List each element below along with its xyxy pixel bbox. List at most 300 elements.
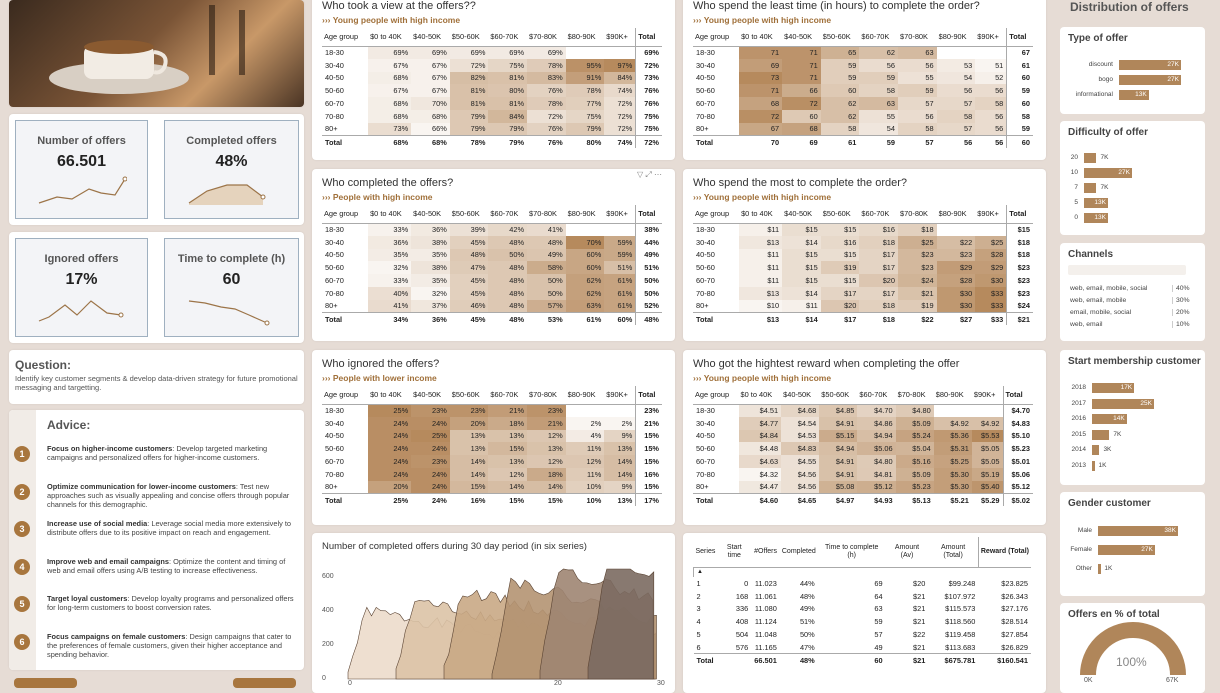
- matrix-cell: 62: [859, 46, 898, 59]
- bar-value: 25K: [1140, 399, 1152, 407]
- matrix-cell: 59: [821, 59, 860, 72]
- row-total-cell: 15%: [636, 455, 662, 468]
- bar[interactable]: [1119, 90, 1149, 100]
- matrix-cell: 54: [937, 72, 976, 85]
- advice-item: [47, 444, 299, 462]
- row-total-cell: 15%: [636, 442, 662, 455]
- matrix-cell: 14%: [488, 481, 527, 494]
- matrix-cell: 72: [782, 97, 821, 110]
- matrix-cell: 81%: [450, 84, 489, 97]
- channel-label: web, email, mobile, social: [1070, 285, 1148, 292]
- matrix-cell: [566, 223, 605, 236]
- bar[interactable]: [1092, 445, 1112, 455]
- matrix-cell: $15: [821, 223, 860, 236]
- matrix-cell: 79%: [566, 123, 605, 136]
- row-total-cell: 60: [1007, 72, 1033, 85]
- matrix-cell: 55: [859, 110, 898, 123]
- matrix-cell: 61%: [604, 287, 636, 300]
- matrix-cell: 2%: [604, 417, 636, 430]
- bar[interactable]: [1098, 564, 1113, 574]
- matrix-cell: 41%: [368, 300, 411, 313]
- matrix-header-cell: $40-50K: [411, 205, 450, 223]
- right-title: Distribution of offers: [1070, 0, 1189, 14]
- matrix-subtitle-text: Young people with high income: [703, 15, 832, 25]
- y-tick-label: 600: [322, 573, 334, 580]
- matrix-cell: 71: [782, 46, 821, 59]
- matrix-subtitle-text: Young people with high income: [332, 15, 461, 25]
- total-row: [693, 313, 1033, 326]
- matrix-header-cell: $80-90K: [566, 205, 605, 223]
- bar[interactable]: [1084, 183, 1109, 193]
- series-cell: 44%: [799, 578, 815, 588]
- matrix-cell: $5.05: [972, 442, 1003, 455]
- bar[interactable]: [1084, 153, 1109, 163]
- matrix-cell: $4.91: [819, 468, 857, 481]
- advice-item: [47, 594, 299, 612]
- matrix-cell: $4.92: [934, 417, 972, 430]
- matrix-cell: 37%: [411, 300, 450, 313]
- focus-mode-icon[interactable]: ⤢: [645, 170, 652, 179]
- table-row: [322, 236, 662, 249]
- matrix-cell: 91%: [566, 72, 605, 85]
- total-cell: 34%: [368, 313, 411, 326]
- row-total-cell: $5.01: [1003, 455, 1033, 468]
- total-row: [322, 136, 662, 149]
- matrix-cell: $4.56: [781, 468, 819, 481]
- bar[interactable]: [1119, 75, 1181, 85]
- advice-item-body: : Design campaigns that cater to the preferences of female customers, given their higher acceptance and spending behavior.: [47, 631, 292, 659]
- matrix-cell: $4.77: [739, 417, 782, 430]
- matrix-cell: $23: [898, 261, 937, 274]
- matrix-cell: $4.94: [857, 430, 895, 443]
- age-group-cell: 60-70: [696, 457, 715, 467]
- advice-number-badge: 1: [14, 446, 30, 462]
- row-total-cell: 15%: [636, 430, 662, 443]
- sparkline-icon: [37, 293, 127, 327]
- table-row: [693, 223, 1033, 236]
- matrix-cell: $11: [739, 249, 782, 262]
- matrix-cell: $23: [898, 249, 937, 262]
- total-cell: 48%: [636, 313, 662, 326]
- matrix-cell: 46%: [450, 300, 489, 313]
- matrix-cell: 51: [975, 59, 1007, 72]
- matrix-cell: 41%: [527, 223, 566, 236]
- bar[interactable]: [1098, 545, 1155, 555]
- total-cell: 16%: [450, 494, 489, 507]
- row-total-cell: $18: [1007, 236, 1033, 249]
- membership-title: Start membership customer: [1068, 356, 1201, 367]
- age-group-cell: 50-60: [696, 86, 715, 96]
- matrix-header-cell: $60-70K: [859, 28, 898, 46]
- matrix-header-cell: $90K+: [604, 386, 636, 404]
- age-group-cell: 50-60: [325, 263, 344, 273]
- matrix-table: [322, 28, 662, 148]
- channels-dropdown[interactable]: [1068, 265, 1186, 275]
- bar[interactable]: [1092, 461, 1107, 471]
- bar[interactable]: [1119, 60, 1181, 70]
- matrix-cell: 23%: [411, 455, 450, 468]
- total-cell: $22: [898, 313, 937, 326]
- matrix-cell: $15: [782, 223, 821, 236]
- matrix-header-cell: $70-80K: [527, 386, 566, 404]
- matrix-cell: $5.19: [972, 468, 1003, 481]
- table-row: [693, 404, 1033, 417]
- total-row: [693, 136, 1033, 149]
- page-button-right[interactable]: [233, 678, 296, 688]
- filter-icon[interactable]: ▽: [637, 170, 644, 179]
- matrix-header-cell: Total: [636, 205, 662, 223]
- matrix-cell: $4.83: [781, 442, 819, 455]
- bar-value: 13K: [1094, 199, 1106, 206]
- series-header-cell: Completed: [780, 537, 818, 567]
- coffee-photo: [9, 0, 304, 107]
- series-cell: $119.458: [945, 630, 976, 640]
- table-row: [322, 417, 662, 430]
- bar-label: 0: [1074, 214, 1078, 221]
- question-card: [9, 350, 304, 404]
- series-total-cell: $21: [886, 654, 929, 667]
- matrix-cell: 56: [898, 59, 937, 72]
- matrix-header-cell: $60-70K: [857, 386, 895, 404]
- total-label: Total: [693, 494, 739, 507]
- difficulty-title: Difficulty of offer: [1068, 127, 1148, 138]
- matrix-cell: 50%: [488, 249, 527, 262]
- matrix-cell: 76%: [527, 84, 566, 97]
- matrix-cell: 81%: [450, 97, 489, 110]
- matrix-cell: 59%: [604, 249, 636, 262]
- row-total-cell: $5.10: [1003, 430, 1033, 443]
- series-header-cell: Amount (Total): [928, 537, 978, 567]
- table-row: [322, 46, 662, 59]
- series-total-cell: [717, 654, 751, 667]
- series-cell: 47%: [799, 642, 815, 652]
- matrix-cell: $5.30: [934, 468, 972, 481]
- matrix-cell: $16: [821, 236, 860, 249]
- matrix-cell: 25%: [411, 430, 450, 443]
- table-row: [322, 455, 662, 468]
- total-cell: 45%: [450, 313, 489, 326]
- matrix-cell: 81%: [488, 72, 527, 85]
- table-row: [693, 261, 1033, 274]
- series-cell: 3: [696, 604, 701, 614]
- age-group-cell: 50-60: [696, 263, 715, 273]
- matrix-cell: 82%: [450, 72, 489, 85]
- matrix-table: [693, 205, 1033, 325]
- membership-card: [1060, 350, 1205, 485]
- y-tick-label: 200: [322, 641, 334, 648]
- total-cell: 60: [1007, 136, 1033, 149]
- matrix-header-cell: $70-80K: [527, 205, 566, 223]
- table-row: [694, 615, 1032, 628]
- matrix-cell: 62: [821, 97, 860, 110]
- channel-value: 20%: [1172, 309, 1190, 316]
- table-row: [693, 468, 1033, 481]
- matrix-cell: $29: [975, 261, 1007, 274]
- row-total-cell: $5.23: [1003, 442, 1033, 455]
- row-total-cell: $4.70: [1003, 404, 1033, 417]
- kpi-value: 60: [222, 271, 241, 288]
- bar[interactable]: [1092, 430, 1122, 440]
- age-group-cell: 50-60: [325, 86, 344, 96]
- bar-value: 27K: [1141, 546, 1153, 553]
- series-header-cell: Time to complete (h): [818, 537, 886, 567]
- matrix-header-cell: $50-60K: [819, 386, 857, 404]
- age-group-cell: 80+: [696, 301, 709, 311]
- matrix-cell: 23%: [411, 404, 450, 417]
- matrix-cell: 23%: [450, 404, 489, 417]
- bar-value: 7K: [1100, 184, 1109, 191]
- matrix-cell: $5.06: [857, 442, 895, 455]
- matrix-cell: 13%: [604, 442, 636, 455]
- matrix-cell: $5.23: [896, 481, 934, 494]
- matrix-header-row: [693, 28, 1033, 46]
- matrix-cell: [975, 46, 1007, 59]
- matrix-cell: $4.56: [781, 481, 819, 494]
- total-row: [322, 313, 662, 326]
- matrix-cell: $4.70: [857, 404, 895, 417]
- matrix-cell: 48%: [488, 236, 527, 249]
- bar[interactable]: [1084, 168, 1132, 178]
- matrix-table: [322, 386, 662, 506]
- matrix-cell: 69%: [450, 46, 489, 59]
- chevrons-icon: ›››: [693, 192, 704, 202]
- matrix-cell: 58: [821, 123, 860, 136]
- matrix-cell: 32%: [368, 261, 411, 274]
- chevrons-icon: ›››: [693, 15, 704, 25]
- matrix-cell: 24%: [411, 468, 450, 481]
- series-cell: 6: [696, 642, 701, 652]
- row-total-cell: $23: [1007, 261, 1033, 274]
- row-total-cell: $5.12: [1003, 481, 1033, 494]
- matrix-cell: 14%: [527, 481, 566, 494]
- age-group-cell: 60-70: [325, 99, 344, 109]
- series-cell: $118.560: [945, 617, 976, 627]
- series-cell: 50%: [799, 630, 815, 640]
- matrix-cell: 48%: [488, 274, 527, 287]
- matrix-cell: $5.53: [972, 430, 1003, 443]
- matrix-header-row: [693, 386, 1033, 404]
- matrix-cell: $11: [739, 261, 782, 274]
- bar[interactable]: [1092, 383, 1134, 393]
- x-tick-label: 20: [554, 680, 562, 687]
- series-cell: $99.248: [948, 578, 976, 588]
- bar-label: 2014: [1071, 446, 1086, 453]
- question-text: Identify key customer segments & develop data-driven strategy for future promotional messaging and targetting.: [15, 374, 298, 392]
- total-cell: $4.60: [739, 494, 782, 507]
- matrix-cell: 36%: [411, 223, 450, 236]
- matrix-header-cell: $40-50K: [782, 28, 821, 46]
- advice-item: [47, 557, 299, 575]
- matrix-cell: [972, 404, 1003, 417]
- matrix-subtitle: [322, 373, 437, 383]
- matrix-cell: 20%: [450, 417, 489, 430]
- age-group-cell: 30-40: [325, 60, 344, 70]
- age-group-cell: 40-50: [696, 431, 715, 441]
- series-cell: $28.514: [1001, 617, 1028, 627]
- matrix-cell: 70%: [566, 236, 605, 249]
- advice-item-body: : Develop targeted marketing campaigns and personalized offers for higher-income customers.: [47, 444, 268, 462]
- advice-item-head: Increase use of social media: [47, 519, 148, 528]
- series-cell: 57: [874, 630, 883, 640]
- series-cell: 4: [696, 617, 701, 627]
- matrix-cell: 45%: [450, 236, 489, 249]
- bar-label: 2016: [1071, 415, 1086, 422]
- matrix-header-cell: $70-80K: [898, 28, 937, 46]
- row-total-cell: 15%: [636, 481, 662, 494]
- matrix-header-cell: Age group: [322, 205, 368, 223]
- advice-item: [47, 482, 299, 509]
- matrix-header-cell: $50-60K: [450, 28, 489, 46]
- row-total-cell: 75%: [636, 123, 662, 136]
- age-group-cell: 40-50: [325, 73, 344, 83]
- matrix-cell: $5.30: [934, 481, 972, 494]
- matrix-header-cell: $90K+: [972, 386, 1003, 404]
- bar-label: 2015: [1071, 430, 1086, 438]
- matrix-header-cell: $90K+: [604, 28, 636, 46]
- matrix-cell: 77%: [566, 97, 605, 110]
- age-group-cell: 30-40: [325, 418, 344, 428]
- bar-value: 1K: [1104, 565, 1113, 572]
- matrix-cell: $4.84: [739, 430, 782, 443]
- matrix-cell: 67%: [411, 72, 450, 85]
- matrix-cell: 56: [975, 110, 1007, 123]
- table-row: [322, 84, 662, 97]
- bar-label: 5: [1074, 199, 1078, 206]
- bar[interactable]: [1098, 526, 1178, 536]
- row-total-cell: 60: [1007, 97, 1033, 110]
- table-row: [694, 590, 1032, 603]
- bar-value: 38K: [1164, 527, 1176, 534]
- age-group-cell: 18-30: [696, 225, 715, 235]
- matrix-header-row: [322, 386, 662, 404]
- total-cell: $27: [937, 313, 976, 326]
- bar-label: 2018: [1071, 384, 1086, 391]
- age-group-cell: 18-30: [696, 48, 715, 58]
- kpi-title: Time to complete (h): [177, 253, 286, 265]
- bar-label: Male: [1077, 527, 1092, 534]
- kpi-value: 66.501: [57, 153, 106, 170]
- matrix-header-cell: $0 to 40K: [739, 386, 782, 404]
- bar[interactable]: [1092, 399, 1154, 409]
- channel-label: web, email: [1070, 321, 1103, 328]
- series-cell: 504: [735, 630, 749, 640]
- total-cell: 61%: [566, 313, 605, 326]
- row-total-cell: 61: [1007, 59, 1033, 72]
- table-row: [693, 274, 1033, 287]
- matrix-cell: $5.12: [857, 481, 895, 494]
- total-cell: 17%: [636, 494, 662, 507]
- matrix-cell: 81%: [488, 97, 527, 110]
- age-group-cell: 30-40: [696, 237, 715, 247]
- matrix-cell: 68: [739, 97, 782, 110]
- matrix-cell: [937, 223, 976, 236]
- total-cell: 56: [975, 136, 1007, 149]
- matrix-cell: 4%: [566, 430, 605, 443]
- matrix-table: [322, 205, 662, 325]
- matrix-cell: $4.80: [857, 455, 895, 468]
- total-cell: $5.13: [896, 494, 934, 507]
- matrix-header-cell: Age group: [693, 205, 739, 223]
- matrix-cell: 80%: [488, 84, 527, 97]
- total-cell: $14: [782, 313, 821, 326]
- matrix-cell: $20: [859, 274, 898, 287]
- total-cell: $33: [975, 313, 1007, 326]
- bar-value: 14K: [1113, 415, 1125, 422]
- series-cell: 11.124: [754, 617, 777, 627]
- table-row: [693, 123, 1033, 136]
- bar-label: 20: [1070, 154, 1078, 161]
- matrix-cell: 14%: [604, 455, 636, 468]
- table-row: [693, 236, 1033, 249]
- difficulty-card: [1060, 121, 1205, 235]
- matrix-cell: $4.54: [781, 417, 819, 430]
- row-total-cell: 51%: [636, 261, 662, 274]
- matrix-cell: 72%: [604, 97, 636, 110]
- matrix-cell: $15: [782, 261, 821, 274]
- matrix-cell: $5.16: [896, 455, 934, 468]
- matrix-cell: 39%: [450, 223, 489, 236]
- matrix-cell: 42%: [488, 223, 527, 236]
- matrix-cell: $4.68: [781, 404, 819, 417]
- series-cell: $27.854: [1001, 630, 1028, 640]
- matrix-cell: $4.81: [857, 468, 895, 481]
- matrix-header-cell: $90K+: [975, 28, 1007, 46]
- matrix-header-cell: $60-70K: [488, 386, 527, 404]
- matrix-cell: 48%: [488, 300, 527, 313]
- bar[interactable]: [1084, 213, 1108, 223]
- matrix-cell: 24%: [411, 442, 450, 455]
- matrix-cell: $14: [782, 236, 821, 249]
- matrix-cell: $4.32: [739, 468, 782, 481]
- total-cell: 60%: [604, 313, 636, 326]
- matrix-header-cell: $60-70K: [488, 28, 527, 46]
- total-cell: $17: [821, 313, 860, 326]
- matrix-cell: 57: [937, 97, 976, 110]
- series-cell: $22: [913, 630, 926, 640]
- matrix-header-cell: $80-90K: [937, 28, 976, 46]
- matrix-cell: 69%: [411, 46, 450, 59]
- sort-asc-icon[interactable]: ▲: [694, 567, 1032, 577]
- matrix-cell: $4.47: [739, 481, 782, 494]
- total-row: [322, 494, 662, 507]
- age-group-cell: 80+: [325, 301, 338, 311]
- channels-title: Channels: [1068, 249, 1114, 260]
- matrix-cell: 62: [821, 110, 860, 123]
- table-row: [693, 430, 1033, 443]
- total-cell: 76%: [527, 136, 566, 149]
- more-options-icon[interactable]: ⋯: [654, 170, 663, 179]
- matrix-cell: 67: [739, 123, 782, 136]
- matrix-cell: 71: [739, 84, 782, 97]
- total-cell: 56: [937, 136, 976, 149]
- age-group-cell: 70-80: [696, 111, 715, 121]
- matrix-cell: 72%: [604, 123, 636, 136]
- page-button-left[interactable]: [14, 678, 77, 688]
- bar[interactable]: [1092, 414, 1127, 424]
- row-total-cell: 38%: [636, 223, 662, 236]
- matrix-header-cell: $0 to 40K: [368, 28, 411, 46]
- matrix-cell: 24%: [368, 430, 411, 443]
- matrix-cell: $20: [821, 300, 860, 313]
- matrix-cell: 12%: [527, 455, 566, 468]
- row-total-cell: 23%: [636, 404, 662, 417]
- bar[interactable]: [1084, 198, 1108, 208]
- bar-value: 7K: [1113, 430, 1122, 438]
- age-group-cell: 18-30: [325, 406, 344, 416]
- matrix-cell: 79%: [488, 123, 527, 136]
- matrix-cell: $13: [739, 236, 782, 249]
- row-total-cell: 67: [1007, 46, 1033, 59]
